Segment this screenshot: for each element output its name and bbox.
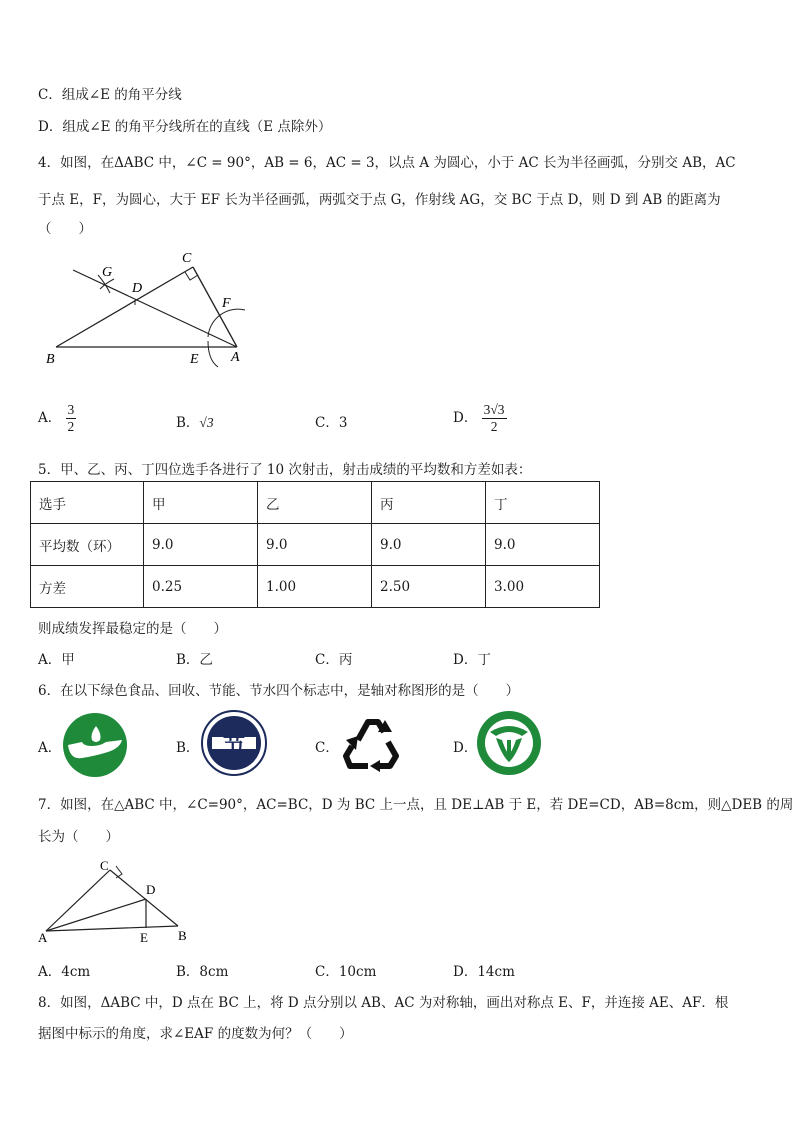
logo-b-char: 节 xyxy=(222,734,246,759)
segment-bc xyxy=(56,267,193,347)
option-d-prev: D．组成∠E 的角平分线所在的直线（E 点除外） xyxy=(38,119,332,135)
q7-stem-line2: 长为（ ） xyxy=(38,829,119,845)
q4-stem-line1: 4．如图，在ΔABC 中，∠C = 90°，AB = 6，AC = 3，以点 A 为圆心，小于 AC 长为半径画弧，分别交 AB，AC xyxy=(38,155,736,171)
energy-saving-logo-icon[interactable] xyxy=(200,709,268,777)
q5-question: 则成绩发挥最稳定的是（ ） xyxy=(38,621,227,637)
q7-stem-line1: 7．如图，在△ABC 中，∠C=90°，AC=BC，D 为 BC 上一点，且 DE⊥AB 于 E，若 DE=CD，AB=8cm，则△DEB 的周 xyxy=(38,797,794,813)
q5-option-a[interactable]: A．甲 xyxy=(38,652,75,668)
q6-option-c-label[interactable]: C． xyxy=(315,740,339,756)
q7-option-d[interactable]: D．14cm xyxy=(453,964,515,980)
table-row xyxy=(31,566,600,608)
table-row xyxy=(31,482,600,524)
q4-option-d[interactable]: D． $\frac{3√3}{2}$ xyxy=(453,402,505,434)
q4-figure xyxy=(40,245,260,370)
q5-stem: 5．甲、乙、丙、丁四位选手各进行了 10 次射击，射击成绩的平均数和方差如表： xyxy=(38,462,532,478)
table-cell: 丙 xyxy=(372,482,486,524)
q4-option-c[interactable]: C．3 xyxy=(315,415,348,431)
score-table xyxy=(30,481,600,608)
segment-ad xyxy=(46,899,146,931)
table-cell: 0.25 xyxy=(144,566,258,608)
table-cell: 2.50 xyxy=(372,566,486,608)
label-g: G xyxy=(102,265,113,280)
arc-lower xyxy=(208,341,218,367)
table-cell: 选手 xyxy=(31,482,144,524)
label-f: F xyxy=(222,296,231,311)
label-e: E xyxy=(140,930,148,945)
label-b: B xyxy=(46,352,55,367)
table-cell: 9.0 xyxy=(144,524,258,566)
table-cell: 9.0 xyxy=(258,524,372,566)
q5-option-d[interactable]: D．丁 xyxy=(453,652,491,668)
label-b: B xyxy=(178,928,187,943)
label-c: C xyxy=(100,858,109,873)
table-row xyxy=(31,524,600,566)
table-cell: 1.00 xyxy=(258,566,372,608)
table-cell: 甲 xyxy=(144,482,258,524)
water-saving-logo-icon[interactable] xyxy=(476,710,542,776)
segment-cb xyxy=(110,870,178,926)
table-cell: 3.00 xyxy=(486,566,600,608)
segment-ab xyxy=(46,926,178,931)
q6-option-a-label[interactable]: A． xyxy=(38,740,62,756)
q4-option-b[interactable]: B．√3 xyxy=(176,415,214,431)
option-c-prev: C．组成∠E 的角平分线 xyxy=(38,87,182,103)
table-cell: 平均数（环） xyxy=(31,524,144,566)
q4-option-a[interactable]: A． $\frac{3}{2}$ xyxy=(38,402,75,434)
q6-stem: 6．在以下绿色食品、回收、节能、节水四个标志中，是轴对称图形的是（ ） xyxy=(38,683,520,699)
table-cell: 9.0 xyxy=(486,524,600,566)
table-cell: 方差 xyxy=(31,566,144,608)
recycle-logo-icon[interactable] xyxy=(338,710,404,776)
q8-stem-line1: 8．如图，ΔABC 中，D 点在 BC 上，将 D 点分别以 AB、AC 为对称轴，画出对称点 E、F，并连接 AE、AF．根 xyxy=(38,995,729,1011)
arc-center-a xyxy=(208,309,245,337)
q7-option-b[interactable]: B．8cm xyxy=(176,964,229,980)
q4-stem-line2: 于点 E，F，为圆心，大于 EF 长为半径画弧，两弧交于点 G，作射线 AG，交 BC 于点 D，则 D 到 AB 的距离为 xyxy=(38,192,721,208)
q8-stem-line2: 据图中标示的角度，求∠EAF 的度数为何？（ ） xyxy=(38,1026,353,1042)
q6-option-b-label[interactable]: B． xyxy=(176,740,200,756)
label-a: A xyxy=(38,930,48,945)
q7-option-a[interactable]: A．4cm xyxy=(38,964,91,980)
table-cell: 丁 xyxy=(486,482,600,524)
q5-option-c[interactable]: C．丙 xyxy=(315,652,353,668)
table-cell: 9.0 xyxy=(372,524,486,566)
q7-figure xyxy=(32,856,202,946)
q7-option-c[interactable]: C．10cm xyxy=(315,964,377,980)
ray-ag xyxy=(73,270,237,347)
fraction-d: $\frac{3√3}{2}$ xyxy=(483,402,505,434)
label-e: E xyxy=(190,352,199,367)
segment-ac xyxy=(46,870,110,931)
label-d: D xyxy=(146,882,156,897)
q4-stem-line3: （ ） xyxy=(38,221,92,237)
label-c: C xyxy=(182,251,192,266)
green-food-logo-icon[interactable] xyxy=(62,712,128,778)
q6-option-d-label[interactable]: D． xyxy=(453,740,478,756)
table-cell: 乙 xyxy=(258,482,372,524)
fraction-a: $\frac{3}{2}$ xyxy=(67,402,75,434)
q5-option-b[interactable]: B．乙 xyxy=(176,652,213,668)
label-a: A xyxy=(231,350,240,365)
label-d: D xyxy=(132,281,143,296)
